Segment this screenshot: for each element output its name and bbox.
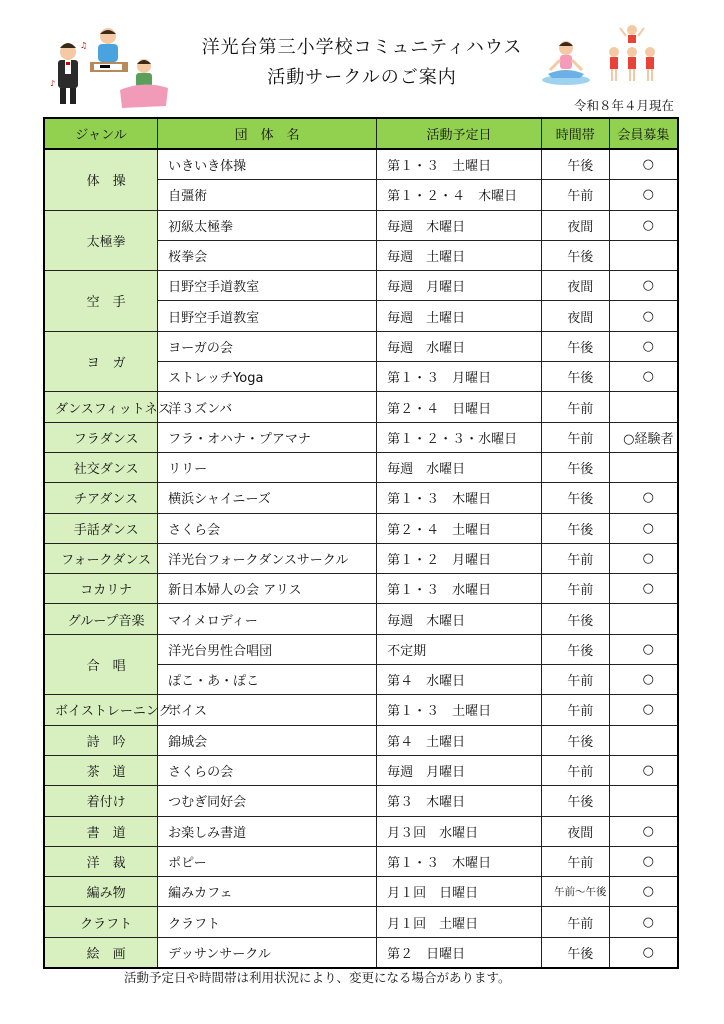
genre-cell: ダンスフィットネス (44, 392, 158, 422)
schedule-cell: 第２ 日曜日 (377, 937, 542, 968)
recruit-cell: ○ (609, 210, 678, 240)
recruit-cell (609, 452, 678, 482)
recruit-cell (609, 240, 678, 270)
genre-cell: 詩 吟 (44, 725, 158, 755)
schedule-cell: 第２・４ 土曜日 (377, 513, 542, 543)
schedule-cell: 毎週 木曜日 (377, 604, 542, 634)
time-cell: 午後 (541, 240, 609, 270)
svg-text:♫: ♫ (80, 41, 88, 50)
page-subtitle: 活動サークルのご案内 (267, 67, 457, 88)
genre-cell: 着付け (44, 786, 158, 816)
group-name-cell: 洋光台フォークダンスサークル (158, 543, 377, 573)
genre-cell: 洋 裁 (44, 846, 158, 876)
recruit-cell: ○ (609, 695, 678, 725)
recruit-cell: ○ (609, 907, 678, 937)
schedule-cell: 第１・３ 土曜日 (377, 695, 542, 725)
genre-cell: ヨ ガ (44, 331, 158, 392)
group-name-cell: ストレッチYoga (158, 362, 377, 392)
genre-cell: クラフト (44, 907, 158, 937)
calligraphy-figure (90, 28, 128, 72)
table-row (44, 725, 678, 755)
time-cell: 午後 (541, 149, 609, 180)
recruit-cell: ○ (609, 574, 678, 604)
table-row (44, 907, 678, 937)
genre-cell: フラダンス (44, 422, 158, 452)
recruit-cell: ○ (609, 271, 678, 301)
genre-cell: 茶 道 (44, 755, 158, 785)
genre-cell: ボイストレーニング (44, 695, 158, 725)
yoga-cheer-illustration (540, 22, 670, 88)
schedule-cell: 月１回 土曜日 (377, 907, 542, 937)
table-row (44, 877, 678, 907)
genre-cell: 空 手 (44, 271, 158, 332)
table-row (44, 937, 678, 968)
table-row (44, 755, 678, 785)
time-cell: 午前 (541, 574, 609, 604)
footnote: 活動予定日や時間帯は利用状況により、変更になる場合があります。 (124, 970, 511, 985)
group-name-cell: ボイス (158, 695, 377, 725)
schedule-cell: 第１・３ 木曜日 (377, 483, 542, 513)
time-cell: 午前 (541, 695, 609, 725)
group-name-cell: 桜拳会 (158, 240, 377, 270)
time-cell: 午後 (541, 604, 609, 634)
schedule-cell: 第１・２ 月曜日 (377, 543, 542, 573)
table-row (44, 786, 678, 816)
group-name-cell: 編みカフェ (158, 877, 377, 907)
recruit-cell: ○ (609, 816, 678, 846)
group-name-cell: ヨーガの会 (158, 331, 377, 361)
yoga-icon (542, 41, 590, 85)
group-name-cell: 日野空手道教室 (158, 301, 377, 331)
recruit-cell: ○ (609, 937, 678, 968)
group-name-cell: フラ・オハナ・プアマナ (158, 422, 377, 452)
time-cell: 午前 (541, 422, 609, 452)
col-header-time: 時間帯 (541, 118, 609, 149)
table-row (44, 331, 678, 361)
genre-cell: 絵 画 (44, 937, 158, 968)
group-name-cell: 横浜シャイニーズ (158, 483, 377, 513)
recruit-cell: ○ (609, 180, 678, 210)
singer-calligraphy-illustration (46, 24, 170, 108)
schedule-cell: 毎週 水曜日 (377, 452, 542, 482)
schedule-cell: 第１・２・４ 木曜日 (377, 180, 542, 210)
table-row (44, 483, 678, 513)
schedule-cell: 月３回 水曜日 (377, 816, 542, 846)
time-cell: 夜間 (541, 816, 609, 846)
recruit-cell: ○ (609, 877, 678, 907)
schedule-cell: 毎週 土曜日 (377, 240, 542, 270)
time-cell: 夜間 (541, 210, 609, 240)
time-cell: 午後 (541, 362, 609, 392)
recruit-cell: ○ (609, 149, 678, 180)
group-name-cell: 錦城会 (158, 725, 377, 755)
schedule-cell: 第１・３ 水曜日 (377, 574, 542, 604)
table-row (44, 422, 678, 452)
time-cell: 午前〜午後 (541, 877, 609, 907)
recruit-cell: ○ (609, 331, 678, 361)
group-name-cell: 初級太極拳 (158, 210, 377, 240)
table-row (44, 543, 678, 573)
schedule-cell: 第１・３ 木曜日 (377, 846, 542, 876)
group-name-cell: いきいき体操 (158, 149, 377, 180)
genre-cell: グループ音楽 (44, 604, 158, 634)
table-row (44, 513, 678, 543)
time-cell: 夜間 (541, 301, 609, 331)
group-name-cell: ポピー (158, 846, 377, 876)
recruit-cell: ○ (609, 634, 678, 664)
group-name-cell: お楽しみ書道 (158, 816, 377, 846)
col-header-recruit: 会員募集 (609, 118, 678, 149)
schedule-cell: 第２・４ 日曜日 (377, 392, 542, 422)
time-cell: 午前 (541, 543, 609, 573)
schedule-cell: 月１回 日曜日 (377, 877, 542, 907)
group-name-cell: 自彊術 (158, 180, 377, 210)
schedule-cell: 第４ 水曜日 (377, 665, 542, 695)
page-title: 洋光台第三小学校コミュニティハウス (201, 37, 523, 58)
table-header-row (44, 118, 678, 149)
group-name-cell: デッサンサークル (158, 937, 377, 968)
time-cell: 午前 (541, 846, 609, 876)
group-name-cell: クラフト (158, 907, 377, 937)
time-cell: 午後 (541, 786, 609, 816)
recruit-cell: ○ (609, 483, 678, 513)
group-name-cell: つむぎ同好会 (158, 786, 377, 816)
recruit-cell (609, 725, 678, 755)
singer-figure (50, 41, 87, 104)
as-of-date: 令和８年４月現在 (573, 98, 674, 113)
genre-cell: 太極拳 (44, 210, 158, 271)
table-row (44, 574, 678, 604)
schedule-cell: 第４ 土曜日 (377, 725, 542, 755)
time-cell: 午前 (541, 755, 609, 785)
table-row (44, 271, 678, 301)
col-header-group: 団 体 名 (158, 118, 377, 149)
table-row (44, 634, 678, 664)
schedule-cell: 毎週 月曜日 (377, 755, 542, 785)
time-cell: 午後 (541, 513, 609, 543)
group-name-cell: さくらの会 (158, 755, 377, 785)
genre-cell: 書 道 (44, 816, 158, 846)
recruit-cell: ○ (609, 846, 678, 876)
time-cell: 午後 (541, 725, 609, 755)
group-name-cell: 洋３ズンバ (158, 392, 377, 422)
time-cell: 午後 (541, 634, 609, 664)
table-row (44, 604, 678, 634)
group-name-cell: 洋光台男性合唱団 (158, 634, 377, 664)
time-cell: 午前 (541, 665, 609, 695)
table-row (44, 392, 678, 422)
table-row (44, 452, 678, 482)
schedule-cell: 毎週 水曜日 (377, 331, 542, 361)
genre-cell: フォークダンス (44, 543, 158, 573)
table-row (44, 210, 678, 240)
genre-cell: チアダンス (44, 483, 158, 513)
circle-schedule-table (43, 117, 679, 969)
time-cell: 午前 (541, 907, 609, 937)
group-name-cell: マイメロディー (158, 604, 377, 634)
recruit-cell (609, 604, 678, 634)
schedule-cell: 第３ 木曜日 (377, 786, 542, 816)
group-name-cell: 新日本婦人の会 アリス (158, 574, 377, 604)
time-cell: 午前 (541, 392, 609, 422)
group-name-cell: リリー (158, 452, 377, 482)
time-cell: 午前 (541, 180, 609, 210)
schedule-cell: 第１・３ 月曜日 (377, 362, 542, 392)
recruit-cell: ○ (609, 543, 678, 573)
col-header-schedule: 活動予定日 (377, 118, 542, 149)
group-name-cell: 日野空手道教室 (158, 271, 377, 301)
group-name-cell: ぽこ・あ・ぽこ (158, 665, 377, 695)
time-cell: 夜間 (541, 271, 609, 301)
table-row (44, 695, 678, 725)
group-name-cell: さくら会 (158, 513, 377, 543)
time-cell: 午後 (541, 331, 609, 361)
genre-cell: 手話ダンス (44, 513, 158, 543)
table-row (44, 149, 678, 180)
recruit-cell (609, 392, 678, 422)
cheerleaders-icon (609, 25, 655, 81)
svg-text:♪: ♪ (50, 79, 56, 88)
time-cell: 午後 (541, 937, 609, 968)
recruit-cell: ○ (609, 362, 678, 392)
time-cell: 午後 (541, 483, 609, 513)
schedule-cell: 第１・２・３・水曜日 (377, 422, 542, 452)
schedule-cell: 毎週 月曜日 (377, 271, 542, 301)
schedule-cell: 毎週 木曜日 (377, 210, 542, 240)
genre-cell: 編み物 (44, 877, 158, 907)
col-header-genre: ジャンル (44, 118, 158, 149)
recruit-cell (609, 786, 678, 816)
genre-cell: コカリナ (44, 574, 158, 604)
schedule-cell: 第１・３ 土曜日 (377, 149, 542, 180)
time-cell: 午後 (541, 452, 609, 482)
genre-cell: 社交ダンス (44, 452, 158, 482)
recruit-cell: ○ (609, 755, 678, 785)
recruit-cell: ○経験者 (609, 422, 678, 452)
recruit-cell: ○ (609, 513, 678, 543)
genre-cell: 体 操 (44, 149, 158, 210)
schedule-cell: 毎週 土曜日 (377, 301, 542, 331)
schedule-cell: 不定期 (377, 634, 542, 664)
recruit-cell: ○ (609, 665, 678, 695)
genre-cell: 合 唱 (44, 634, 158, 695)
recruit-cell: ○ (609, 301, 678, 331)
table-row (44, 846, 678, 876)
table-row (44, 816, 678, 846)
